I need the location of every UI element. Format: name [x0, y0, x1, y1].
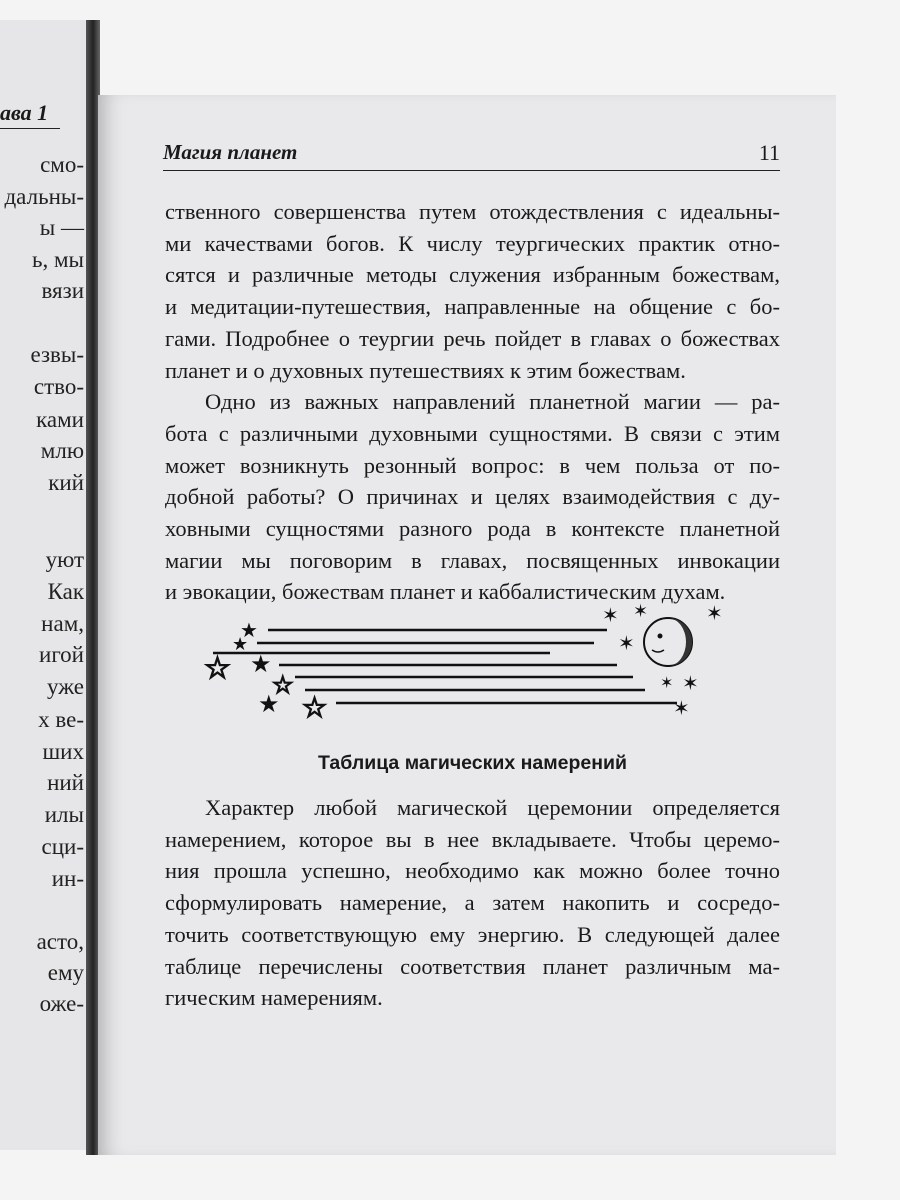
left-line-fragment: дальны-	[4, 184, 84, 209]
text-line: намерением, которое вы в нее вкладываете. Чтобы церемо-	[165, 826, 780, 852]
text-line: и эвокации, божествам планет и каббалистическим духам.	[165, 579, 726, 605]
left-page	[0, 20, 92, 1150]
left-header-rule	[0, 128, 60, 129]
svg-text:✶: ✶	[660, 673, 674, 692]
text-line: сформулировать намерение, а затем накопить и сосредо-	[165, 890, 780, 916]
text-line: и медитации-путешествия, направленные на общение с бо-	[165, 294, 780, 320]
svg-text:✶: ✶	[618, 631, 635, 655]
section-title: Таблица магических намерений	[318, 752, 627, 774]
svg-text:✶: ✶	[602, 603, 619, 627]
stars-and-moon-icon	[190, 590, 740, 730]
left-line-fragment: езвы-	[30, 342, 84, 367]
left-line-fragment: илы	[44, 802, 84, 827]
left-line-fragment: нам,	[41, 611, 84, 636]
text-line: бота с различными духовными сущностями. В связи с этим	[165, 420, 780, 446]
text-line: гическим намерениям.	[165, 985, 383, 1011]
left-line-fragment: ство-	[33, 374, 84, 399]
left-line-fragment: смо-	[40, 152, 84, 177]
text-line: планет и о духовных путешествиях к этим божествам.	[165, 357, 686, 383]
left-line-fragment: вязи	[41, 278, 84, 303]
left-line-fragment: млю	[40, 438, 84, 463]
text-line: ния прошла успешно, необходимо как можно более точно	[165, 858, 780, 884]
svg-text:✶: ✶	[682, 671, 699, 695]
stars	[204, 601, 723, 724]
text-line: Характер любой магической церемонии определяется	[205, 795, 780, 820]
svg-text:★: ★	[240, 618, 258, 642]
text-line: добной работы? О причинах и целях взаимодействия с ду-	[165, 484, 780, 510]
svg-text:☆: ☆	[204, 651, 231, 686]
text-line: магии мы поговорим в главах, посвященных инвокации	[165, 547, 780, 573]
svg-text:☆: ☆	[302, 691, 328, 724]
svg-text:✶: ✶	[633, 601, 649, 622]
svg-text:✶: ✶	[673, 696, 690, 720]
left-line-fragment: уют	[45, 547, 84, 572]
text-line: гами. Подробнее о теургии речь пойдет в главах о божествах	[165, 325, 780, 351]
svg-text:★: ★	[258, 690, 280, 718]
left-line-fragment: ших	[42, 739, 84, 764]
svg-text:★: ★	[232, 634, 249, 655]
left-line-fragment: ему	[47, 960, 84, 985]
left-line-fragment: ками	[36, 407, 84, 432]
moon-face	[644, 618, 692, 666]
left-line-fragment: асто,	[36, 929, 84, 954]
text-line: Одно из важных направлений планетной магии — ра-	[205, 389, 780, 415]
running-header	[163, 140, 780, 171]
left-line-fragment: уже	[47, 674, 84, 699]
page-number: 11	[758, 140, 780, 165]
text-line: точить соответствующую ему энергию. В следующей далее	[165, 921, 780, 947]
left-line-fragment: ы —	[39, 215, 84, 240]
left-line-fragment: игой	[39, 642, 84, 667]
left-line-fragment: ин-	[51, 866, 84, 891]
text-line: таблице перечислены соответствия планет различным ма-	[165, 953, 780, 979]
left-line-fragment: ь, мы	[32, 247, 84, 272]
text-line: ховными сущностями разного рода в контексте планетной	[165, 516, 780, 541]
left-line-fragment: ний	[47, 770, 84, 795]
svg-text:★: ★	[250, 650, 272, 678]
left-line-fragment: х ве-	[38, 707, 84, 732]
svg-text:☆: ☆	[272, 671, 294, 699]
left-line-fragment: Как	[47, 579, 84, 604]
left-chapter-fragment: ава 1	[0, 100, 49, 125]
left-line-fragment: кий	[48, 470, 84, 495]
left-line-fragment: сци-	[41, 834, 84, 859]
text-line: сятся и различные методы служения избранным божествам,	[165, 262, 780, 288]
text-line: ми качествами богов. К числу теургических практик отно-	[165, 230, 780, 256]
svg-text:✶: ✶	[706, 601, 723, 625]
text-line: ственного совершенства путем отождествления с идеальны-	[165, 199, 780, 224]
running-title: Магия планет	[163, 140, 298, 164]
text-line: может возникнуть резонный вопрос: в чем польза от по-	[165, 452, 780, 478]
left-line-fragment: оже-	[39, 991, 84, 1016]
